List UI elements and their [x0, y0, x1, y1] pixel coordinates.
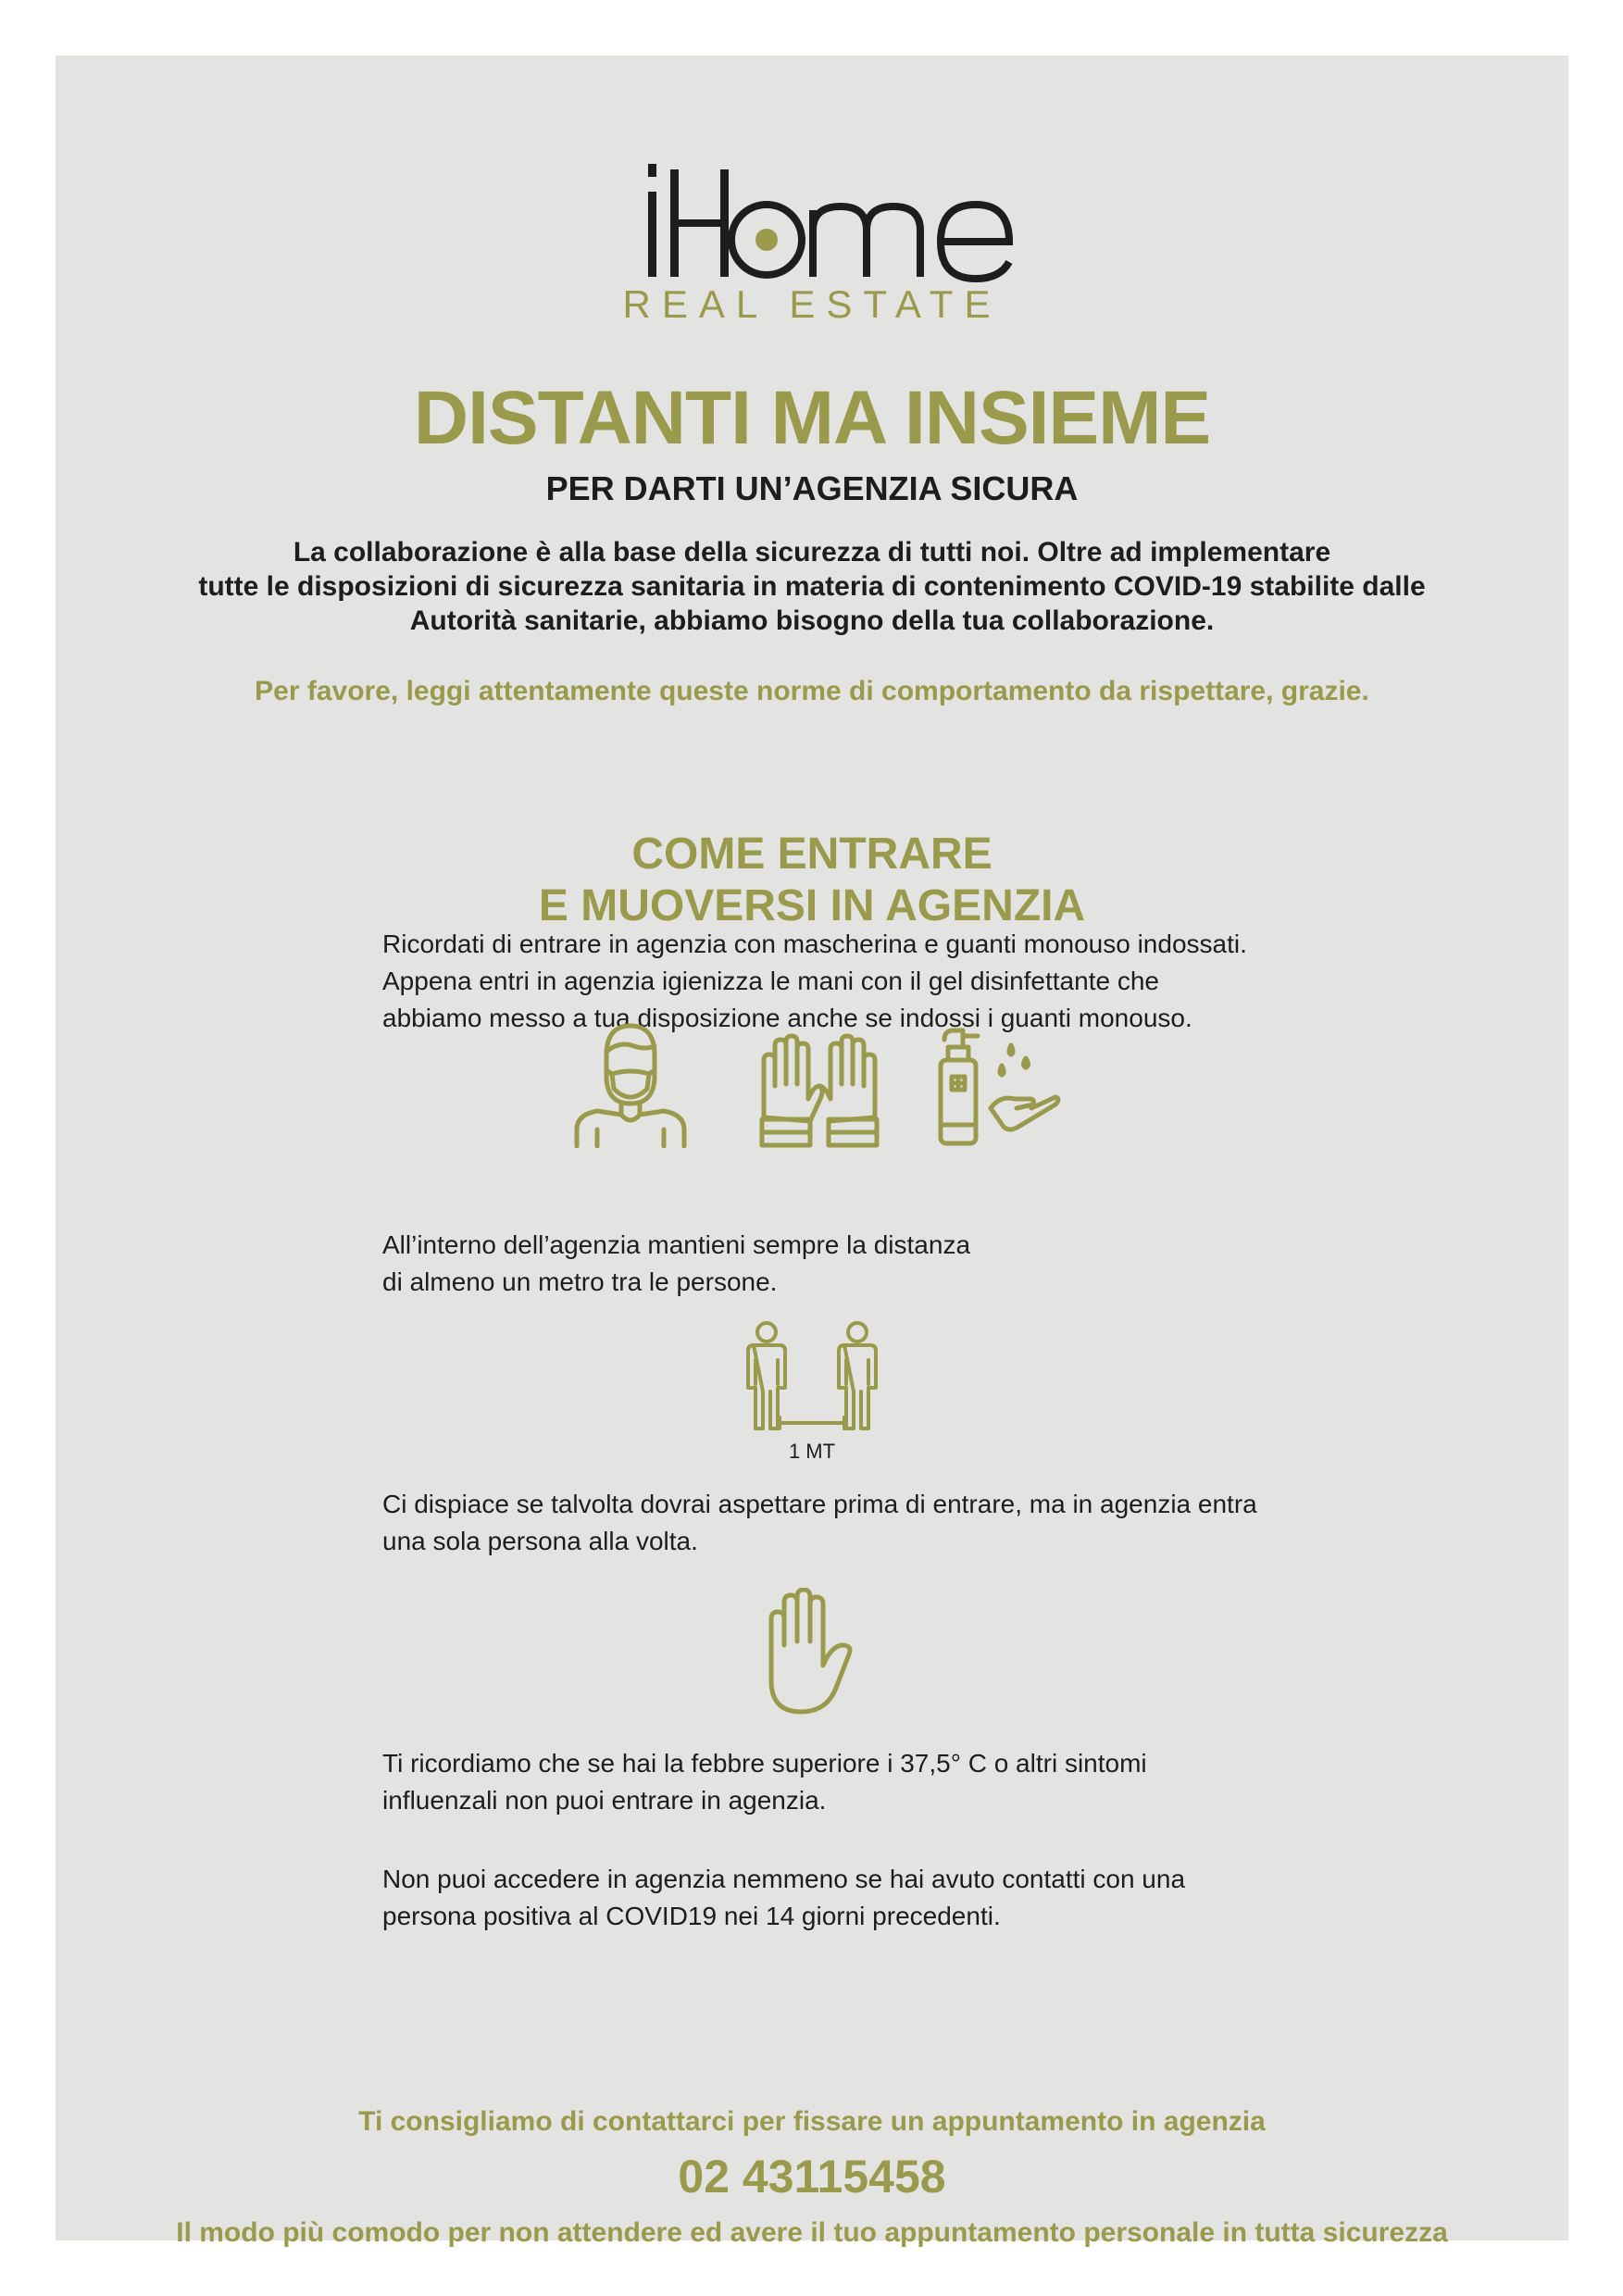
appointment-cta: Ti consigliamo di contattarci per fissare un appuntamento in agenzia — [358, 2106, 1266, 2137]
paragraph-distance — [382, 1227, 1355, 1301]
gloves-icon — [755, 1032, 884, 1148]
paragraph-line: Ricordati di entrare in agenzia con mascherina e guanti monouso indossati. — [382, 930, 1247, 958]
section-title-line: COME ENTRARE — [631, 830, 993, 879]
poster-panel — [56, 56, 1568, 2248]
masked-person-icon — [569, 1018, 690, 1148]
page-title: DISTANTI MA INSIEME — [413, 376, 1211, 460]
stop-hand-icon — [764, 1588, 866, 1717]
paragraph-line: Ti ricordiamo che se hai la febbre superiore i 37,5° C o altri sintomi — [382, 1749, 1147, 1778]
paragraph-fever — [382, 1745, 1355, 1819]
paragraph-line: influenzali non puoi entrare in agenzia. — [382, 1786, 827, 1815]
logo-tagline: REAL ESTATE — [622, 282, 1002, 326]
please-note: Per favore, leggi attentamente queste norme di comportamento da rispettare, grazie. — [255, 676, 1369, 706]
intro-line: La collaborazione è alla base della sicurezza di tutti noi. Oltre ad implementare — [293, 537, 1331, 568]
paragraph-one-person — [382, 1486, 1355, 1560]
sanitizer-icon — [935, 1023, 1065, 1148]
paragraph-contacts — [382, 1861, 1355, 1935]
appointment-note: Il modo più comodo per non attendere ed avere il tuo appuntamento personale in tutta sicurezza — [176, 2217, 1448, 2248]
paragraph-line: Appena entri in agenzia igienizza le mani con il gel disinfettante che — [382, 967, 1159, 995]
paragraph-mask-gloves — [382, 926, 1355, 1037]
phone-number[interactable]: 02 43115458 — [678, 2151, 946, 2202]
paragraph-line: Non puoi accedere in agenzia nemmeno se hai avuto contatti con una — [382, 1865, 1186, 1893]
section-title — [56, 829, 1568, 932]
intro-line: tutte le disposizioni di sicurezza sanitaria in materia di contenimento COVID-19 stabilite dalle — [198, 571, 1426, 602]
paragraph-line: di almeno un metro tra le persone. — [382, 1267, 778, 1296]
social-distance-icon — [743, 1319, 881, 1435]
section-title-line: E MUOVERSI IN AGENZIA — [538, 881, 1086, 930]
intro-line: Autorità sanitarie, abbiamo bisogno della tua collaborazione. — [409, 605, 1215, 636]
paragraph-line: Ci dispiace se talvolta dovrai aspettare prima di entrare, ma in agenzia entra — [382, 1490, 1257, 1518]
paragraph-line: una sola persona alla volta. — [382, 1527, 698, 1555]
intro-text — [56, 535, 1568, 638]
distance-label: 1 MT — [788, 1440, 836, 1463]
paragraph-line: All’interno dell’agenzia mantieni sempre la distanza — [382, 1230, 971, 1259]
ihome-logo — [56, 153, 1568, 282]
page-subtitle: PER DARTI UN’AGENZIA SICURA — [545, 469, 1079, 507]
paragraph-line: abbiamo messo a tua disposizione anche se indossi i guanti monouso. — [382, 1004, 1192, 1032]
paragraph-line: persona positiva al COVID19 nei 14 giorni precedenti. — [382, 1902, 1001, 1930]
